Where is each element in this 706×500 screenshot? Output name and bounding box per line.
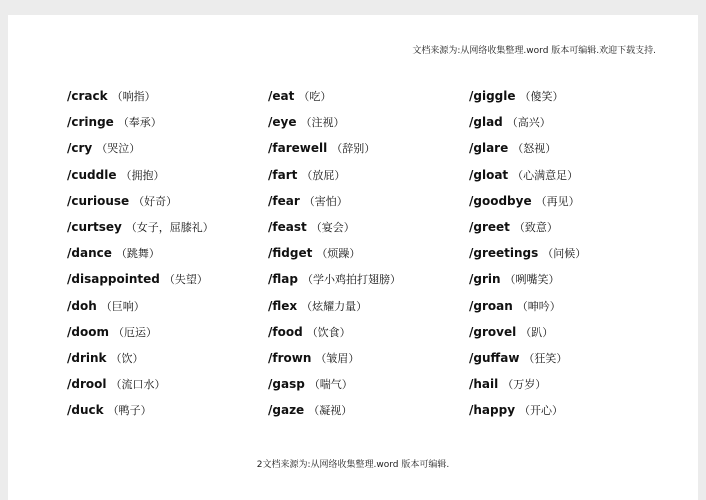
vocab-word: /glad bbox=[469, 115, 503, 130]
vocab-entry bbox=[268, 350, 468, 376]
vocab-meaning: （哭泣） bbox=[96, 142, 141, 156]
vocab-meaning: （宴会） bbox=[310, 220, 355, 234]
vocab-entry bbox=[268, 271, 468, 297]
vocab-meaning: （炫耀力量） bbox=[301, 299, 368, 313]
vocab-word: /flap bbox=[268, 272, 298, 287]
vocab-word: /drool bbox=[67, 377, 107, 392]
vocab-meaning: （皱眉） bbox=[315, 351, 360, 365]
vocab-meaning: （吃） bbox=[298, 90, 332, 103]
vocab-entry bbox=[67, 402, 267, 428]
vocab-entry bbox=[268, 324, 468, 350]
vocab-meaning: （辞别） bbox=[331, 142, 376, 156]
vocab-meaning: （好奇） bbox=[133, 194, 178, 208]
vocab-word: /goodbye bbox=[469, 193, 532, 208]
vocab-word: /food bbox=[268, 324, 303, 339]
vocab-word: /fidget bbox=[268, 246, 313, 261]
vocab-word: /grin bbox=[469, 272, 501, 287]
vocab-meaning: （响指） bbox=[111, 90, 156, 103]
vocab-word: /fear bbox=[268, 193, 300, 208]
vocab-word: /cry bbox=[67, 141, 93, 156]
vocab-word: /duck bbox=[67, 403, 104, 418]
vocab-entry bbox=[268, 245, 468, 271]
vocab-entry bbox=[469, 376, 669, 402]
vocab-word: /cuddle bbox=[67, 167, 117, 182]
vocab-word: /happy bbox=[469, 403, 516, 418]
vocab-entry bbox=[469, 298, 669, 324]
vocab-meaning: （狂笑） bbox=[523, 351, 568, 365]
vocab-word: /drink bbox=[67, 350, 107, 365]
vocab-entry bbox=[67, 271, 267, 297]
vocab-entry bbox=[268, 193, 468, 219]
vocab-word: /hail bbox=[469, 377, 499, 392]
vocab-meaning: （高兴） bbox=[506, 116, 551, 130]
vocab-meaning: （跳舞） bbox=[115, 247, 160, 261]
vocab-entry bbox=[469, 245, 669, 271]
vocab-meaning: （再见） bbox=[535, 194, 580, 208]
vocab-meaning: （厄运） bbox=[112, 325, 157, 339]
vocab-entry bbox=[469, 402, 669, 428]
vocab-word: /curiouse bbox=[67, 193, 130, 208]
vocab-meaning: （女子，屈膝礼） bbox=[125, 220, 214, 234]
vocab-word: /frown bbox=[268, 350, 312, 365]
vocab-meaning: （心满意足） bbox=[512, 168, 579, 182]
document-page bbox=[8, 15, 698, 500]
vocab-word: /grovel bbox=[469, 324, 517, 339]
vocab-entry bbox=[268, 88, 468, 114]
vocab-meaning: （饮） bbox=[110, 351, 144, 365]
vocab-entry bbox=[469, 140, 669, 166]
page-footer-note: 2文档来源为:从网络收集整理.word 版本可编辑. bbox=[256, 460, 450, 470]
vocab-word: /groan bbox=[469, 298, 513, 313]
vocab-meaning: （害怕） bbox=[303, 194, 348, 208]
vocab-entry bbox=[67, 167, 267, 193]
vocab-meaning: （学小鸡拍打翅膀） bbox=[301, 273, 401, 287]
vocab-column-2 bbox=[268, 88, 468, 428]
vocab-meaning: （拥抱） bbox=[120, 168, 165, 182]
vocab-word: /gaze bbox=[268, 403, 305, 418]
vocab-entry bbox=[67, 140, 267, 166]
vocab-meaning: （放屁） bbox=[301, 168, 346, 182]
vocab-entry bbox=[469, 193, 669, 219]
vocab-meaning: （问候） bbox=[542, 247, 587, 261]
vocab-entry bbox=[67, 245, 267, 271]
vocab-entry bbox=[67, 298, 267, 324]
vocab-word: /feast bbox=[268, 219, 307, 234]
page-header-note: 文档来源为:从网络收集整理.word 版本可编辑.欢迎下载支持. bbox=[412, 46, 656, 56]
vocab-word: /doom bbox=[67, 324, 109, 339]
vocab-word: /dance bbox=[67, 246, 112, 261]
vocab-meaning: （注视） bbox=[300, 116, 345, 130]
vocab-word: /farewell bbox=[268, 141, 328, 156]
vocab-entry bbox=[67, 114, 267, 140]
vocab-word: /flex bbox=[268, 298, 298, 313]
vocab-entry bbox=[268, 376, 468, 402]
vocab-meaning: （奉承） bbox=[117, 116, 162, 130]
vocab-meaning: （喘气） bbox=[308, 378, 353, 392]
vocab-word: /disappointed bbox=[67, 272, 160, 287]
vocab-meaning: （万岁） bbox=[502, 378, 547, 392]
vocab-meaning: （饮食） bbox=[306, 325, 351, 339]
vocab-meaning: （鸭子） bbox=[107, 404, 152, 418]
vocab-word: /fart bbox=[268, 167, 298, 182]
vocab-entry bbox=[469, 324, 669, 350]
vocab-entry bbox=[268, 298, 468, 324]
vocab-meaning: （趴） bbox=[520, 325, 554, 339]
vocab-entry bbox=[469, 114, 669, 140]
vocab-entry bbox=[268, 402, 468, 428]
vocab-meaning: （烦躁） bbox=[316, 247, 361, 261]
vocab-entry bbox=[469, 219, 669, 245]
vocab-word: /doh bbox=[67, 298, 97, 313]
vocab-meaning: （流口水） bbox=[110, 378, 166, 392]
vocab-entry bbox=[469, 271, 669, 297]
vocab-entry bbox=[67, 219, 267, 245]
vocab-meaning: （失望） bbox=[163, 273, 208, 287]
vocab-word: /eat bbox=[268, 89, 295, 103]
vocab-meaning: （傻笑） bbox=[519, 90, 564, 103]
vocab-word: /crack bbox=[67, 89, 108, 103]
vocab-entry bbox=[469, 167, 669, 193]
vocab-entry bbox=[469, 88, 669, 114]
vocab-word: /curtsey bbox=[67, 219, 122, 234]
vocab-entry bbox=[268, 114, 468, 140]
vocab-entry bbox=[67, 88, 267, 114]
vocab-entry bbox=[268, 140, 468, 166]
vocab-meaning: （咧嘴笑） bbox=[504, 273, 560, 287]
vocab-meaning: （开心） bbox=[519, 404, 564, 418]
vocab-word: /greetings bbox=[469, 246, 539, 261]
vocab-entry bbox=[268, 167, 468, 193]
vocab-word: /cringe bbox=[67, 115, 114, 130]
vocab-entry bbox=[469, 350, 669, 376]
vocab-word: /guffaw bbox=[469, 350, 520, 365]
vocab-meaning: （呻吟） bbox=[516, 299, 561, 313]
vocab-word: /gasp bbox=[268, 377, 305, 392]
vocab-entry bbox=[268, 219, 468, 245]
vocab-meaning: （巨响） bbox=[100, 299, 145, 313]
vocab-word: /eye bbox=[268, 115, 297, 130]
vocab-word: /giggle bbox=[469, 89, 516, 103]
vocab-entry bbox=[67, 376, 267, 402]
vocab-entry bbox=[67, 350, 267, 376]
vocab-entry bbox=[67, 324, 267, 350]
vocab-column-3 bbox=[469, 88, 669, 428]
vocab-meaning: （致意） bbox=[513, 220, 558, 234]
vocab-column-1 bbox=[67, 88, 267, 428]
vocab-entry bbox=[67, 193, 267, 219]
vocab-word: /greet bbox=[469, 219, 510, 234]
vocab-meaning: （怒视） bbox=[512, 142, 557, 156]
vocab-word: /glare bbox=[469, 141, 509, 156]
vocab-meaning: （凝视） bbox=[308, 404, 353, 418]
vocab-word: /gloat bbox=[469, 167, 509, 182]
